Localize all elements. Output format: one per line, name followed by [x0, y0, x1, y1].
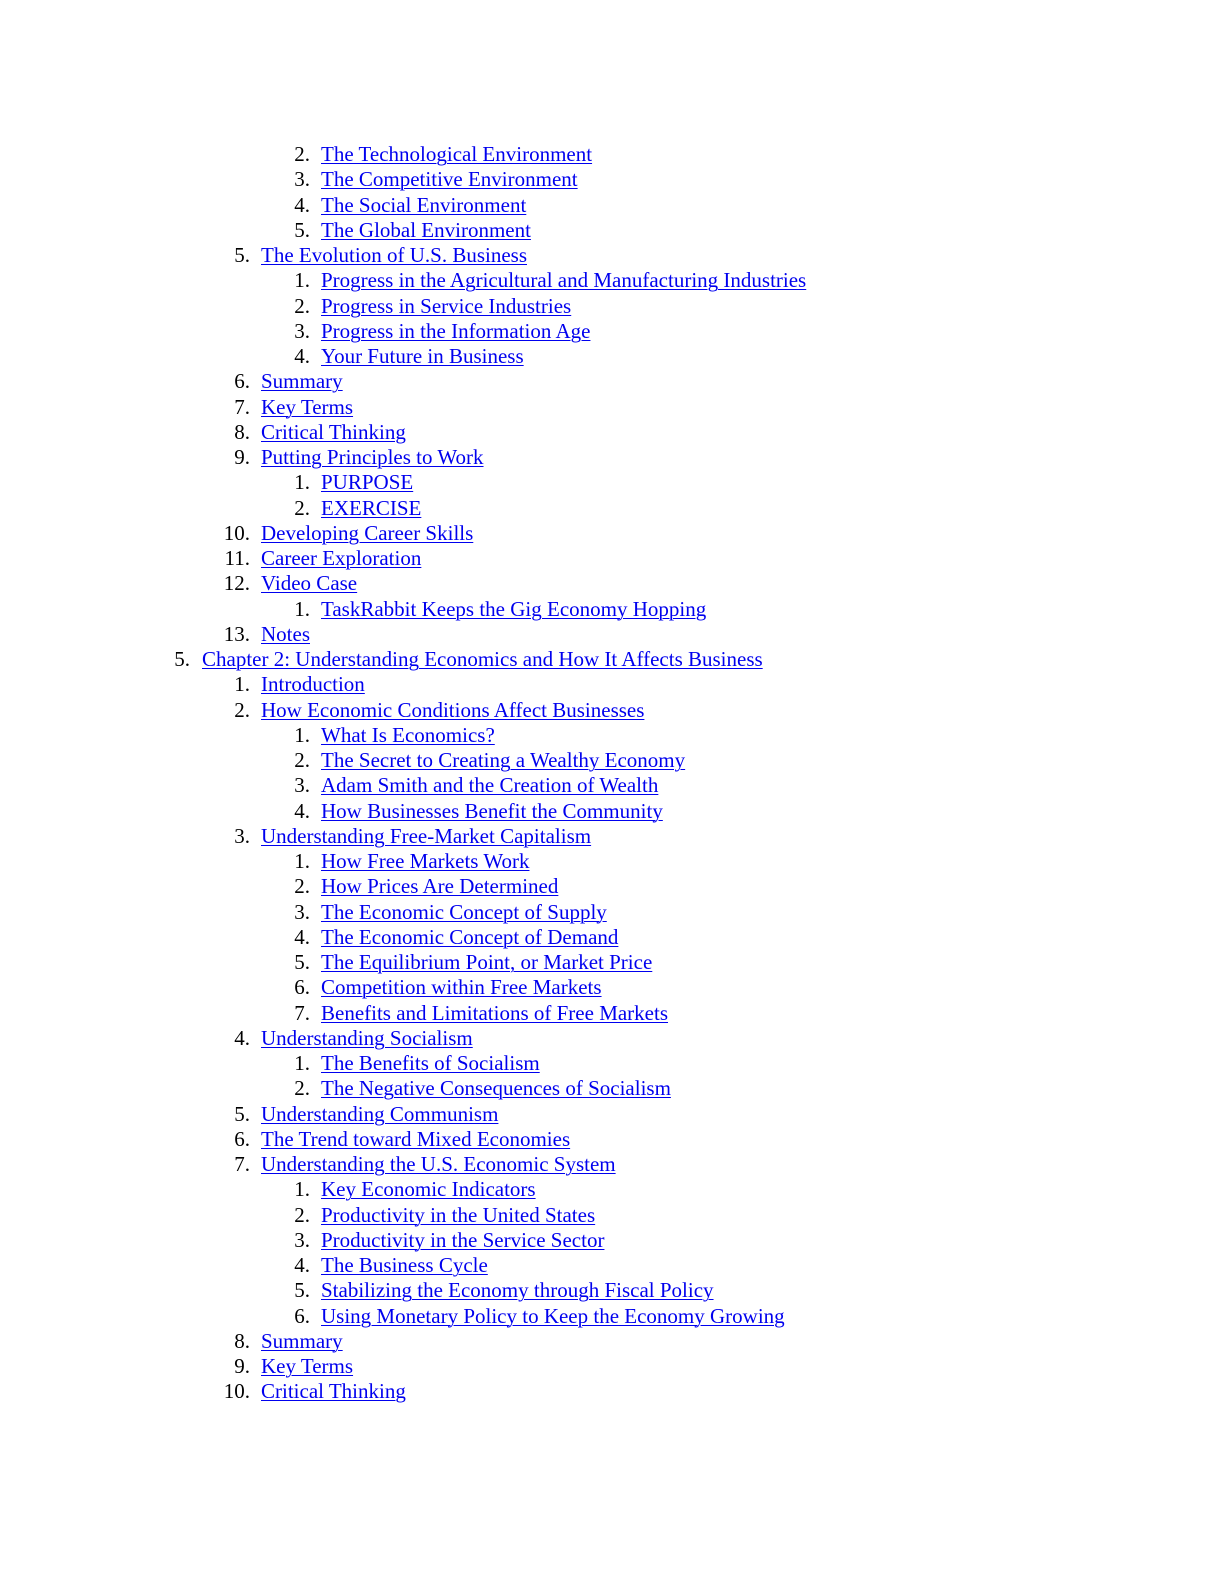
- toc-entry: [0, 1127, 1224, 1152]
- toc-entry: [0, 1228, 1224, 1253]
- toc-entry: [0, 925, 1224, 950]
- toc-entry-link[interactable]: The Negative Consequences of Socialism: [321, 1076, 671, 1101]
- toc-entry: [0, 369, 1224, 394]
- toc-entry-link[interactable]: Introduction: [261, 672, 365, 697]
- toc-entry-link[interactable]: Progress in the Information Age: [321, 318, 591, 343]
- toc-entry-link[interactable]: The Economic Concept of Demand: [321, 924, 619, 949]
- toc-entry: [0, 1026, 1224, 1051]
- toc-entry-link[interactable]: The Social Environment: [321, 192, 527, 217]
- toc-entry-number: 7.: [234, 394, 250, 419]
- toc-entry: [0, 1051, 1224, 1076]
- toc-entry: [0, 672, 1224, 697]
- toc-entry: [0, 1177, 1224, 1202]
- toc-entry: [0, 1253, 1224, 1278]
- toc-entry: [0, 546, 1224, 571]
- toc-entry-number: 3.: [294, 1227, 310, 1252]
- toc-entry-link[interactable]: How Businesses Benefit the Community: [321, 798, 663, 823]
- toc-entry-number: 1.: [294, 470, 310, 495]
- toc-entry-link[interactable]: Productivity in the Service Sector: [321, 1227, 605, 1252]
- toc-entry-link[interactable]: The Benefits of Socialism: [321, 1051, 540, 1075]
- toc-entry: [0, 193, 1224, 218]
- toc-entry-number: 2.: [294, 495, 310, 520]
- toc-entry-link[interactable]: Understanding the U.S. Economic System: [261, 1152, 616, 1176]
- toc-entry-link[interactable]: Understanding Socialism: [261, 1025, 473, 1050]
- toc-entry-number: 7.: [294, 1000, 310, 1025]
- toc-entry: [0, 900, 1224, 925]
- toc-entry-link[interactable]: How Free Markets Work: [321, 849, 530, 873]
- toc-entry: [0, 1379, 1224, 1404]
- toc-entry-number: 2.: [294, 874, 310, 899]
- toc-entry-link[interactable]: Critical Thinking: [261, 1379, 406, 1404]
- toc-entry: [0, 622, 1224, 647]
- toc-entry-link[interactable]: EXERCISE: [321, 495, 422, 520]
- toc-entry: [0, 470, 1224, 495]
- toc-entry-number: 6.: [294, 1303, 310, 1328]
- toc-entry: [0, 395, 1224, 420]
- toc-entry: [0, 1304, 1224, 1329]
- toc-entry-link[interactable]: Stabilizing the Economy through Fiscal Policy: [321, 1278, 714, 1303]
- toc-entry-number: 3.: [294, 318, 310, 343]
- toc-entry: [0, 521, 1224, 546]
- toc-entry-link[interactable]: Notes: [261, 621, 310, 646]
- toc-entry-number: 2.: [294, 142, 310, 166]
- toc-entry-link[interactable]: How Economic Conditions Affect Businesses: [261, 697, 645, 722]
- toc-entry: [0, 1001, 1224, 1026]
- toc-entry: [0, 748, 1224, 773]
- toc-entry: [0, 597, 1224, 622]
- toc-entry-link[interactable]: Key Economic Indicators: [321, 1177, 536, 1202]
- toc-entry-link[interactable]: Using Monetary Policy to Keep the Economy Growing: [321, 1303, 785, 1328]
- toc-entry-link[interactable]: Adam Smith and the Creation of Wealth: [321, 773, 659, 798]
- toc-entry-link[interactable]: How Prices Are Determined: [321, 874, 559, 899]
- toc-entry: [0, 975, 1224, 1000]
- toc-entry: [0, 1203, 1224, 1228]
- toc-entry-link[interactable]: Progress in Service Industries: [321, 293, 572, 318]
- toc-entry-number: 1.: [234, 672, 250, 697]
- toc-entry-link[interactable]: PURPOSE: [321, 470, 414, 495]
- table-of-contents: [0, 142, 1224, 1405]
- toc-entry: [0, 824, 1224, 849]
- toc-entry-link[interactable]: Summary: [261, 369, 343, 394]
- toc-entry-link[interactable]: Productivity in the United States: [321, 1202, 596, 1227]
- toc-entry: [0, 1152, 1224, 1177]
- toc-entry-link[interactable]: Chapter 2: Understanding Economics and How It Affects Business: [202, 647, 763, 671]
- toc-entry: [0, 142, 1224, 167]
- toc-entry-number: 3.: [234, 823, 250, 848]
- toc-entry-link[interactable]: The Equilibrium Point, or Market Price: [321, 950, 653, 974]
- toc-entry-link[interactable]: Developing Career Skills: [261, 520, 474, 545]
- toc-entry-number: 3.: [294, 899, 310, 924]
- toc-entry-link[interactable]: The Technological Environment: [321, 142, 593, 166]
- toc-entry-number: 1.: [294, 268, 310, 293]
- toc-entry-number: 5.: [234, 243, 250, 267]
- toc-entry-link[interactable]: Benefits and Limitations of Free Markets: [321, 1000, 669, 1025]
- toc-entry-number: 4.: [294, 798, 310, 823]
- toc-entry-link[interactable]: The Competitive Environment: [321, 167, 578, 192]
- toc-entry-link[interactable]: Key Terms: [261, 394, 354, 419]
- toc-entry-number: 12.: [223, 571, 250, 596]
- toc-entry-link[interactable]: What Is Economics?: [321, 722, 495, 747]
- toc-entry-link[interactable]: The Trend toward Mixed Economies: [261, 1126, 571, 1151]
- toc-entry: [0, 1102, 1224, 1127]
- toc-entry: [0, 268, 1224, 293]
- toc-entry: [0, 723, 1224, 748]
- toc-entry-number: 9.: [234, 445, 250, 469]
- toc-entry-link[interactable]: Understanding Free-Market Capitalism: [261, 823, 592, 848]
- toc-entry: [0, 1278, 1224, 1303]
- toc-entry-number: 2.: [294, 748, 310, 772]
- toc-entry: [0, 799, 1224, 824]
- toc-entry: [0, 1076, 1224, 1101]
- toc-entry: [0, 344, 1224, 369]
- toc-entry: [0, 496, 1224, 521]
- toc-entry-number: 10.: [223, 1379, 250, 1404]
- toc-entry-number: 9.: [234, 1354, 250, 1378]
- toc-entry-number: 1.: [294, 1051, 310, 1075]
- toc-entry-number: 4.: [234, 1025, 250, 1050]
- toc-entry-number: 6.: [234, 1126, 250, 1151]
- toc-entry: [0, 243, 1224, 268]
- toc-entry-number: 3.: [294, 773, 310, 798]
- toc-entry-number: 5.: [294, 1278, 310, 1303]
- toc-entry-link[interactable]: Understanding Communism: [261, 1101, 499, 1126]
- toc-entry-link[interactable]: Progress in the Agricultural and Manufacturing Industries: [321, 268, 807, 293]
- toc-entry-number: 4.: [294, 192, 310, 217]
- toc-entry-number: 8.: [234, 419, 250, 444]
- toc-entry-link[interactable]: TaskRabbit Keeps the Gig Economy Hopping: [321, 596, 707, 621]
- toc-entry: [0, 445, 1224, 470]
- toc-entry-number: 5.: [234, 1101, 250, 1126]
- toc-entry-link[interactable]: Career Exploration: [261, 546, 422, 570]
- toc-entry-number: 10.: [223, 520, 250, 545]
- toc-entry-link[interactable]: Video Case: [261, 571, 358, 596]
- toc-entry-number: 5.: [174, 647, 190, 671]
- toc-entry-number: 3.: [294, 167, 310, 192]
- toc-entry-link[interactable]: The Evolution of U.S. Business: [261, 243, 527, 267]
- toc-entry-link[interactable]: Your Future in Business: [321, 344, 524, 368]
- toc-entry-number: 5.: [294, 950, 310, 974]
- toc-entry-number: 13.: [223, 621, 250, 646]
- toc-entry-number: 2.: [294, 1076, 310, 1101]
- toc-entry: [0, 874, 1224, 899]
- toc-entry-number: 6.: [234, 369, 250, 394]
- toc-entry: [0, 773, 1224, 798]
- toc-entry: [0, 698, 1224, 723]
- toc-entry-link[interactable]: Putting Principles to Work: [261, 445, 484, 469]
- toc-entry-link[interactable]: The Secret to Creating a Wealthy Economy: [321, 748, 686, 772]
- toc-entry-link[interactable]: Critical Thinking: [261, 419, 406, 444]
- toc-entry-number: 7.: [234, 1152, 250, 1176]
- toc-entry-link[interactable]: The Global Environment: [321, 217, 531, 242]
- toc-entry: [0, 647, 1224, 672]
- toc-entry-number: 2.: [294, 293, 310, 318]
- toc-entry-number: 4.: [294, 1253, 310, 1277]
- toc-entry-link[interactable]: The Business Cycle: [321, 1253, 488, 1277]
- toc-entry-link[interactable]: Competition within Free Markets: [321, 975, 602, 1000]
- toc-entry-number: 5.: [294, 217, 310, 242]
- toc-entry-number: 1.: [294, 722, 310, 747]
- toc-entry: [0, 167, 1224, 192]
- toc-entry-number: 1.: [294, 849, 310, 873]
- toc-entry: [0, 1329, 1224, 1354]
- toc-entry-number: 2.: [234, 697, 250, 722]
- toc-entry: [0, 319, 1224, 344]
- toc-entry: [0, 849, 1224, 874]
- toc-entry-number: 6.: [294, 975, 310, 1000]
- toc-entry: [0, 218, 1224, 243]
- toc-entry: [0, 294, 1224, 319]
- toc-entry-number: 4.: [294, 344, 310, 368]
- toc-entry-number: 1.: [294, 596, 310, 621]
- toc-entry-number: 1.: [294, 1177, 310, 1202]
- toc-entry-number: 8.: [234, 1328, 250, 1353]
- toc-entry: [0, 1354, 1224, 1379]
- toc-entry-number: 4.: [294, 924, 310, 949]
- toc-entry-number: 2.: [294, 1202, 310, 1227]
- toc-entry-number: 11.: [224, 546, 250, 570]
- toc-entry-link[interactable]: Key Terms: [261, 1354, 354, 1378]
- toc-entry: [0, 950, 1224, 975]
- toc-entry-link[interactable]: Summary: [261, 1328, 343, 1353]
- toc-entry-link[interactable]: The Economic Concept of Supply: [321, 899, 607, 924]
- toc-entry: [0, 571, 1224, 596]
- toc-entry: [0, 420, 1224, 445]
